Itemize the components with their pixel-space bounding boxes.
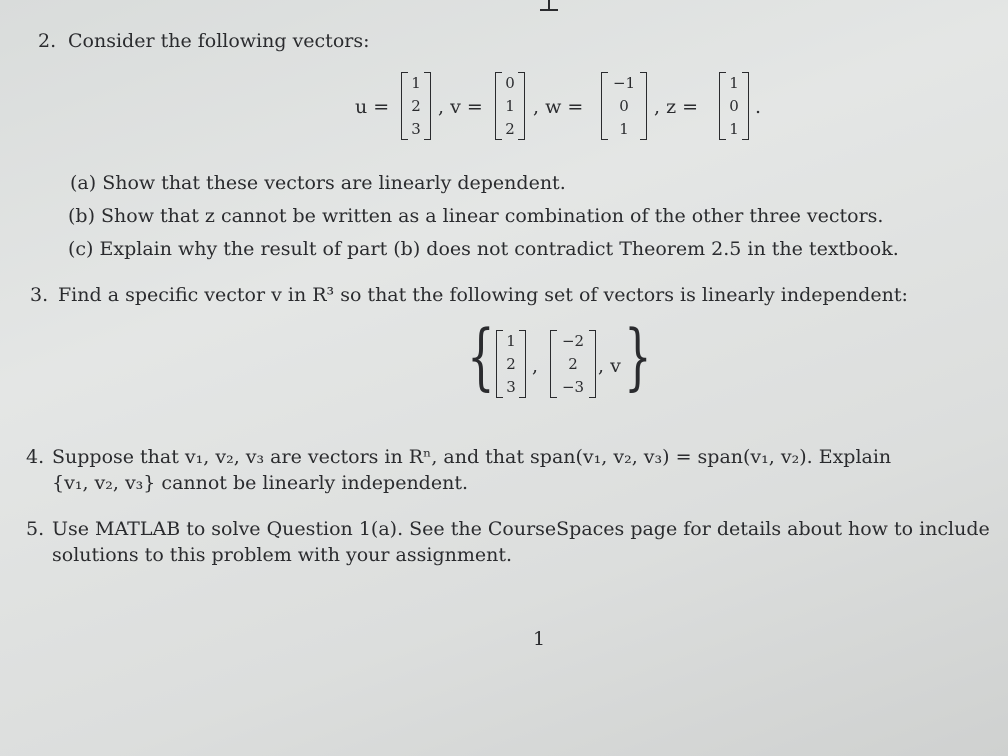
vector-entry: 2 bbox=[568, 354, 578, 373]
vector-entry: −1 bbox=[612, 74, 636, 93]
vector-entry: 2 bbox=[506, 354, 516, 373]
vector-entry: −2 bbox=[561, 332, 585, 351]
v-label: , v = bbox=[438, 96, 483, 118]
vector-w bbox=[604, 72, 644, 140]
w-label: , w = bbox=[533, 96, 584, 118]
vector-entry: 1 bbox=[505, 96, 515, 115]
q5-line-1: Use MATLAB to solve Question 1(a). See the CourseSpaces page for details about how to include bbox=[52, 518, 990, 540]
q4-line-2: {v₁, v₂, v₃} cannot be linearly independent. bbox=[52, 472, 469, 494]
vector-entry: 1 bbox=[411, 74, 421, 93]
z-label: , z = bbox=[654, 96, 699, 118]
q3-v: , v bbox=[598, 355, 621, 377]
q2-number: 2. bbox=[38, 30, 57, 52]
q2-intro: Consider the following vectors: bbox=[68, 30, 370, 52]
vector-entry: 0 bbox=[505, 74, 515, 93]
vector-entry: 0 bbox=[619, 96, 629, 115]
left-brace: { bbox=[467, 314, 495, 398]
q2-part-c: (c) Explain why the result of part (b) does not contradict Theorem 2.5 in the textbook. bbox=[68, 238, 899, 260]
vector-entry: 1 bbox=[729, 119, 739, 138]
right-brace: } bbox=[624, 314, 652, 398]
vector-entry: 1 bbox=[506, 332, 516, 351]
vector-entry: 1 bbox=[729, 74, 739, 93]
q3-text: Find a specific vector v in R³ so that the following set of vectors is linearly independent: bbox=[58, 284, 908, 306]
q3-comma: , bbox=[532, 355, 539, 377]
q4-line-1: Suppose that v₁, v₂, v₃ are vectors in Rⁿ, and that span(v₁, v₂, v₃) = span(v₁, v₂). Explain bbox=[52, 446, 892, 468]
page-number: 1 bbox=[533, 628, 546, 650]
q5-line-2: solutions to this problem with your assignment. bbox=[52, 544, 513, 566]
vector-v bbox=[498, 72, 522, 140]
vector-u bbox=[404, 72, 428, 140]
vector-z bbox=[722, 72, 746, 140]
vector-entry: 1 bbox=[619, 119, 629, 138]
q3-number: 3. bbox=[30, 284, 49, 306]
vector-entry: 2 bbox=[505, 119, 515, 138]
vector-entry: −3 bbox=[561, 377, 585, 396]
vector-entry: 3 bbox=[506, 377, 516, 396]
q3-vector-1 bbox=[499, 330, 523, 398]
q5-number: 5. bbox=[26, 518, 45, 540]
vector-entry: 2 bbox=[411, 96, 421, 115]
u-label: u = bbox=[355, 96, 390, 118]
q2-end-period: . bbox=[755, 96, 762, 118]
top-mark-base bbox=[540, 9, 558, 11]
q2-part-a: (a) Show that these vectors are linearly dependent. bbox=[70, 172, 566, 194]
vector-entry: 3 bbox=[411, 119, 421, 138]
q3-vector-2 bbox=[553, 330, 593, 398]
q2-part-b: (b) Show that z cannot be written as a linear combination of the other three vectors. bbox=[68, 205, 884, 227]
q4-number: 4. bbox=[26, 446, 45, 468]
vector-entry: 0 bbox=[729, 96, 739, 115]
